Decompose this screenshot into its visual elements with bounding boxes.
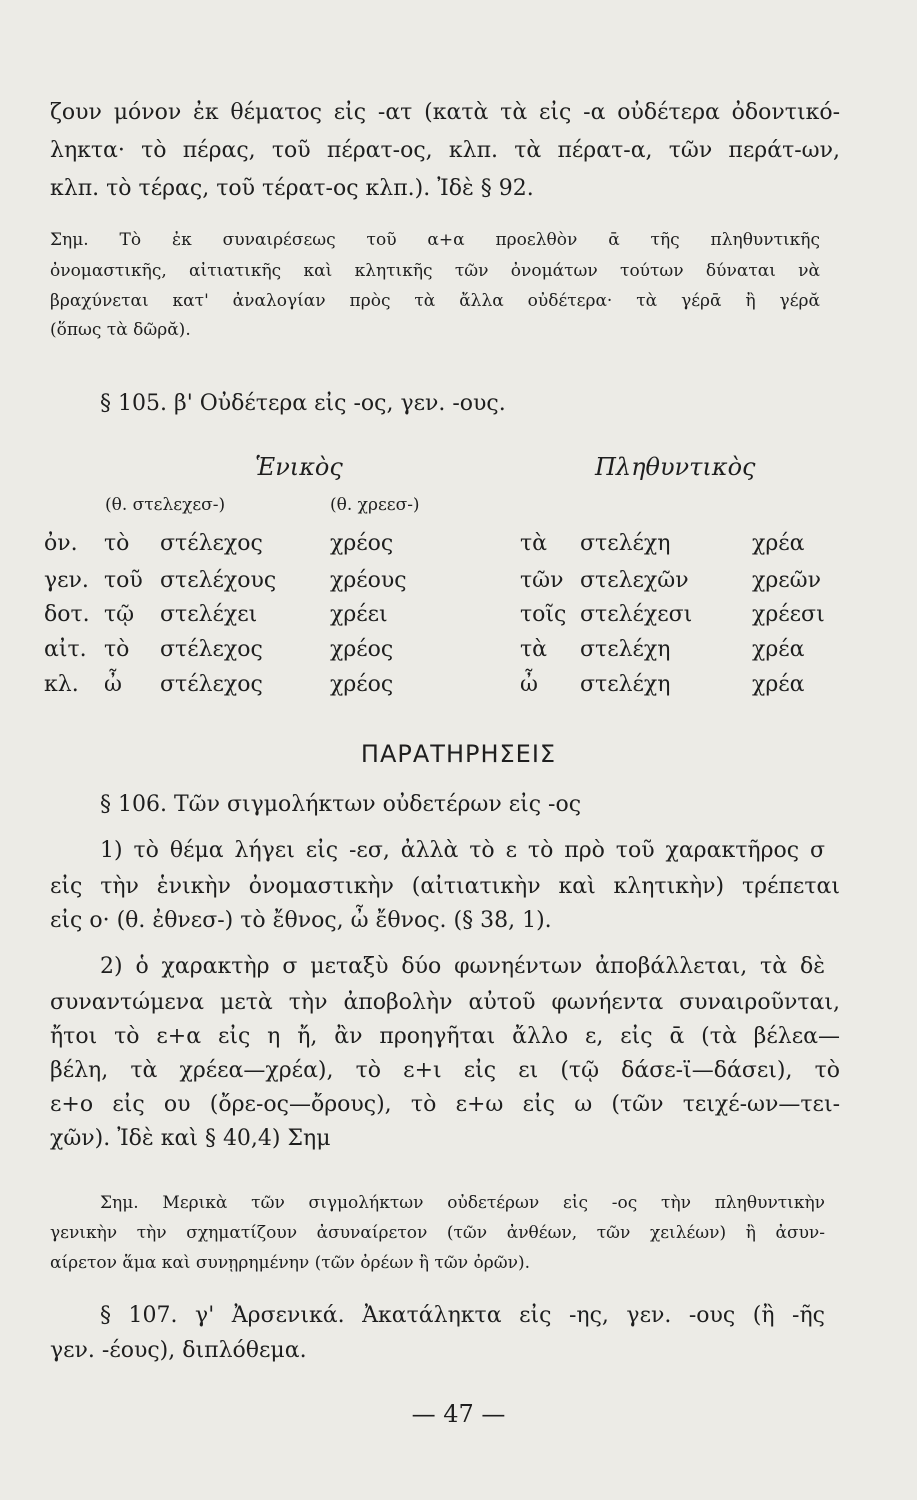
word: χρεῶν — [752, 568, 821, 593]
text-line: γεν. -έους), διπλόθεμα. — [50, 1338, 307, 1363]
text-line: 1) τὸ θέμα λήγει εἰς -εσ, ἀλλὰ τὸ ε τὸ πρὸ τοῦ χαρακτῆρος σ — [100, 838, 825, 863]
word: στέλεχος — [160, 637, 263, 662]
note-line: βραχύνεται κατ' ἀναλογίαν πρὸς τὰ ἄλλα οὐδέτερα· τὰ γέρᾱ ἢ γέρᾰ — [50, 291, 820, 311]
word: χρέος — [330, 672, 394, 697]
article: ὦ — [520, 672, 538, 697]
case-label: δοτ. — [44, 602, 90, 627]
article: τὰ — [520, 637, 548, 662]
word: στελεχῶν — [580, 568, 689, 593]
text-line: ζουν μόνον ἐκ θέματος εἰς -ατ (κατὰ τὰ εἰς -α οὐδέτερα ὀδοντικό- — [50, 100, 840, 125]
text-line: εἰς ο· (θ. ἐθνεσ-) τὸ ἔθνος, ὦ ἔθνος. (§ 38, 1). — [50, 908, 552, 933]
note-line: γενικὴν τὴν σχηματίζουν ἀσυναίρετον (τῶν ἀνθέων, τῶν χειλέων) ἢ ἀσυν- — [50, 1223, 825, 1243]
observations-title: ΠΑΡΑΤΗΡΗΣΕΙΣ — [360, 740, 557, 768]
word: χρέος — [330, 531, 394, 556]
stem-label: (θ. χρεεσ-) — [330, 495, 420, 515]
word: χρέα — [752, 637, 805, 662]
note-line: Σημ. Τὸ ἐκ συναιρέσεως τοῦ α+α προελθὸν ᾱ τῆς πληθυντικῆς — [50, 230, 820, 250]
section-heading-107: § 107. γ' Ἀρσενικά. Ἀκατάληκτα εἰς -ης, γεν. -ους (ἢ -ῆς — [100, 1303, 825, 1328]
section-heading-105: § 105. β' Οὐδέτερα εἰς -ος, γεν. -ους. — [100, 391, 506, 416]
word: στέλεχος — [160, 531, 263, 556]
case-label: κλ. — [44, 672, 79, 697]
note-line: Σημ. Μερικὰ τῶν σιγμολήκτων οὐδετέρων εἰς -ος τὴν πληθυντικὴν — [100, 1193, 825, 1213]
word: χρέει — [330, 602, 388, 627]
word: χρέος — [330, 637, 394, 662]
case-label: ὀν. — [44, 531, 78, 556]
stem-label: (θ. στελεχεσ-) — [105, 495, 226, 515]
note-line: αίρετον ἅμα καὶ συνῃρημένην (τῶν ὀρέων ἢ τῶν ὀρῶν). — [50, 1253, 530, 1273]
article: ὦ — [104, 672, 122, 697]
note-line: (ὅπως τὰ δῶρᾰ). — [50, 320, 191, 340]
word: στέλεχος — [160, 672, 263, 697]
article: τοῖς — [520, 602, 567, 627]
text-line: εἰς τὴν ἑνικὴν ὀνομαστικὴν (αἰτιατικὴν καὶ κλητικὴν) τρέπεται — [50, 874, 840, 899]
case-label: γεν. — [44, 568, 89, 593]
word: χρέα — [752, 672, 805, 697]
word: χρέους — [330, 568, 407, 593]
text-line: κλπ. τὸ τέρας, τοῦ τέρατ-ος κλπ.). Ἰδὲ § 92. — [50, 176, 534, 201]
section-heading-106: § 106. Τῶν σιγμολήκτων οὐδετέρων εἰς -ος — [100, 792, 582, 817]
note-line: ὀνομαστικῆς, αἰτιατικῆς καὶ κλητικῆς τῶν ὀνομάτων τούτων δύναται νὰ — [50, 261, 820, 281]
text-line: ληκτα· τὸ πέρας, τοῦ πέρατ-ος, κλπ. τὰ πέρατ-α, τῶν περάτ-ων, — [50, 138, 840, 163]
word: στελέχη — [580, 637, 671, 662]
article: τῶν — [520, 568, 564, 593]
case-label: αἰτ. — [44, 637, 87, 662]
text-line: βέλη, τὰ χρέεα—χρέα), τὸ ε+ι εἰς ει (τῷ δάσε-ϊ—δάσει), τὸ — [50, 1058, 840, 1083]
article: τῷ — [104, 602, 135, 627]
text-line: 2) ὁ χαρακτὴρ σ μεταξὺ δύο φωνηέντων ἀποβάλλεται, τὰ δὲ — [100, 954, 825, 979]
word: χρέα — [752, 531, 805, 556]
word: στελέχει — [160, 602, 258, 627]
text-line: συναντώμενα μετὰ τὴν ἀποβολὴν αὐτοῦ φωνήεντα συναιροῦνται, — [50, 990, 840, 1015]
word: στελέχους — [160, 568, 277, 593]
word: στελέχεσι — [580, 602, 693, 627]
page-number: — 47 — — [411, 1400, 506, 1428]
word: χρέεσι — [752, 602, 825, 627]
article: τὰ — [520, 531, 548, 556]
word: στελέχη — [580, 672, 671, 697]
word: στελέχη — [580, 531, 671, 556]
text-line: ε+ο εἰς ου (ὄρε-ος—ὄρους), τὸ ε+ω εἰς ω (τῶν τειχέ-ων—τει- — [50, 1092, 840, 1117]
text-line: ἤτοι τὸ ε+α εἰς η ἤ, ἂν προηγῆται ἄλλο ε, εἰς ᾱ (τὰ βέλεα— — [50, 1024, 840, 1049]
article: τὸ — [104, 637, 130, 662]
text-line: χῶν). Ἰδὲ καὶ § 40,4) Σημ — [50, 1126, 331, 1151]
article: τοῦ — [104, 568, 143, 593]
article: τὸ — [104, 531, 130, 556]
plural-header: Πληθυντικὸς — [595, 453, 756, 481]
singular-header: Ἑνικὸς — [255, 453, 343, 481]
